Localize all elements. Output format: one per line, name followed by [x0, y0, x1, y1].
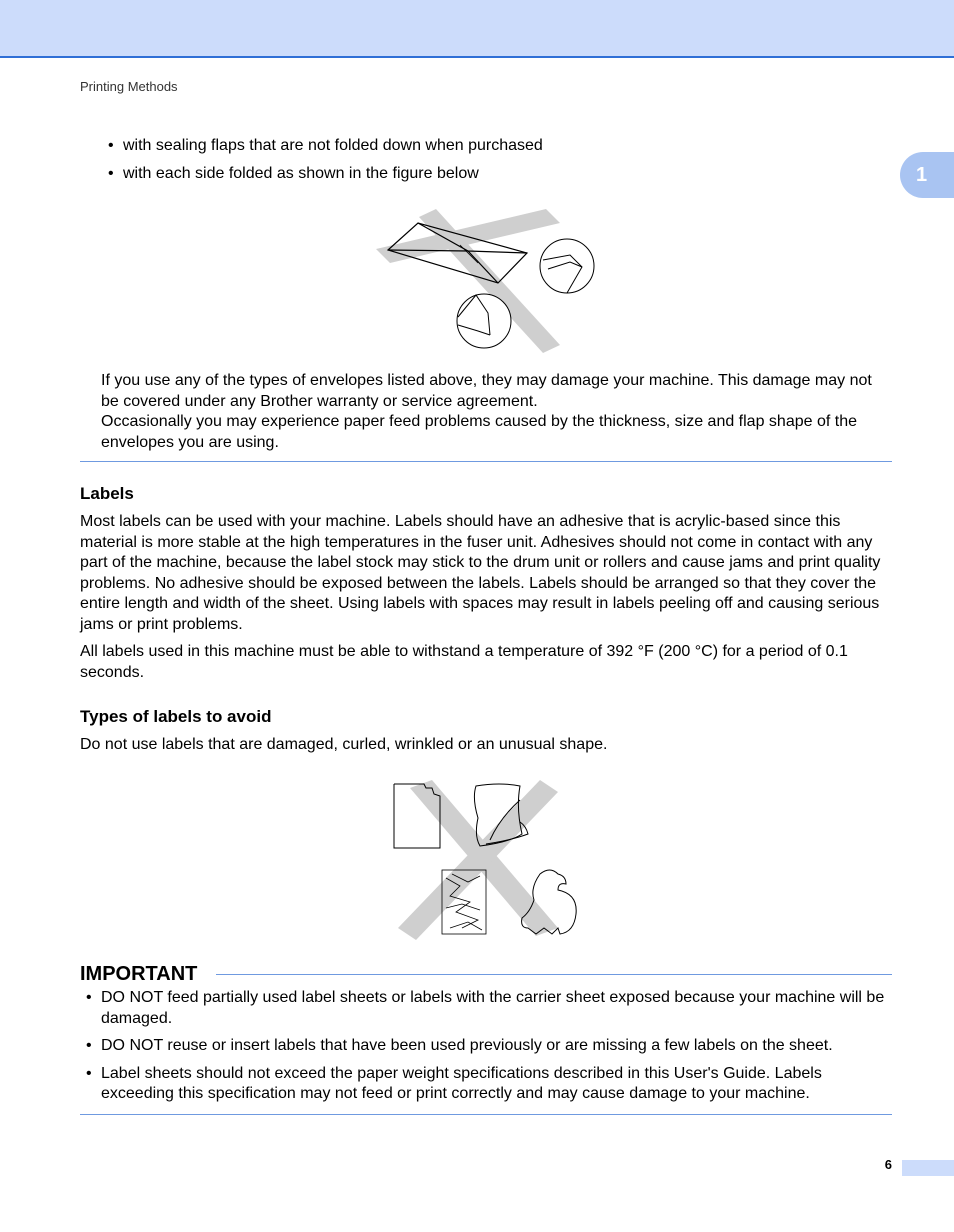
important-title: IMPORTANT	[80, 963, 198, 985]
temperature-paragraph: All labels used in this machine must be able to withstand a temperature of 392 °F (200 °C) for a period of 0.1 seconds.	[80, 643, 848, 681]
labels-paragraph: Most labels can be used with your machine. Labels should have an adhesive that is acrylic-based since this material is more stable at the high temperatures in the fuser unit. Adhesives should not come in contact with any part of the machine, because the label stock may stick to the drum unit or rollers and cause jams and print quality problems. No adhesive should be exposed between the labels. Labels should be arranged so that they cover the entire length and width of the sheet. Using labels with spaces may result in labels peeling off and causing serious jams or print problems.	[80, 513, 881, 633]
section-divider	[80, 461, 892, 462]
folded-corner-detail-icon	[540, 239, 594, 293]
page-number: 6	[884, 1157, 892, 1172]
prohibited-cross-icon	[398, 780, 558, 940]
important-bottom-rule	[80, 1114, 892, 1115]
avoid-paragraph: Do not use labels that are damaged, curled, wrinkled or an unusual shape.	[80, 736, 608, 753]
list-item: • with each side folded as shown in the figure below	[108, 164, 543, 184]
warning-text: Occasionally you may experience paper feed problems caused by the thickness, size and flap shape of the envelopes you are using.	[101, 413, 857, 451]
labels-heading: Labels	[80, 484, 134, 503]
important-list	[86, 988, 896, 1112]
folded-envelope-figure	[370, 205, 605, 357]
chapter-tab	[900, 152, 954, 198]
important-title-rule	[216, 974, 892, 975]
list-item: • with sealing flaps that are not folded down when purchased	[108, 136, 543, 156]
chapter-number: 1	[916, 163, 928, 186]
list-item: • Label sheets should not exceed the paper weight specifications described in this User's Guide. Labels exceeding this specification may not feed or print correctly and may cause damage to your machine.	[86, 1064, 896, 1105]
list-item: • DO NOT feed partially used label sheets or labels with the carrier sheet exposed because your machine will be damaged.	[86, 988, 896, 1029]
warning-text: If you use any of the types of envelopes listed above, they may damage your machine. This damage may not be covered under any Brother warranty or service agreement.	[101, 372, 872, 410]
list-item: • DO NOT reuse or insert labels that have been used previously or are missing a few labels on the sheet.	[86, 1036, 896, 1057]
header-band	[0, 0, 954, 58]
avoid-heading: Types of labels to avoid	[80, 707, 272, 726]
envelope-warning	[101, 371, 893, 453]
envelope-bullet-list	[108, 136, 543, 192]
footer-bar	[902, 1160, 954, 1176]
damaged-labels-figure	[390, 778, 585, 943]
running-head: Printing Methods	[80, 79, 178, 94]
folded-flap-detail-icon	[457, 294, 511, 348]
